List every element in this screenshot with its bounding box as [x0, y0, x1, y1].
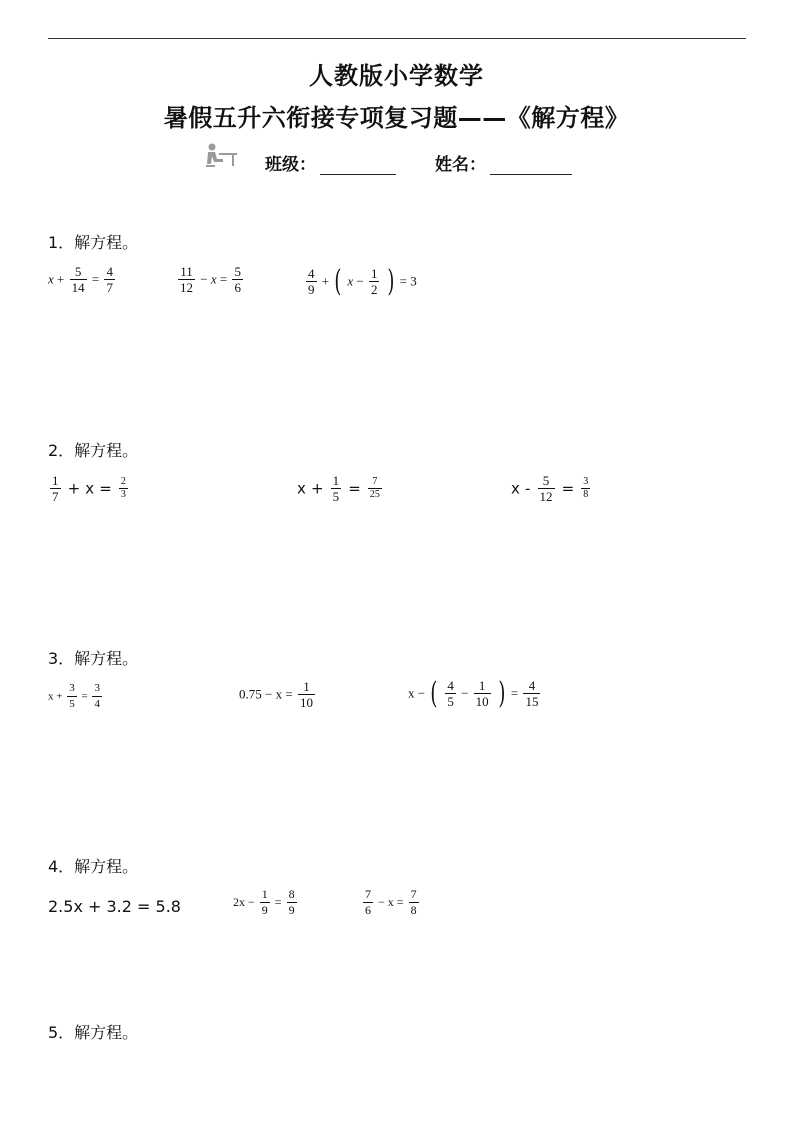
- fraction: [409, 887, 419, 918]
- right-paren: ): [387, 264, 395, 299]
- constant: 2x: [233, 895, 245, 909]
- numerator: 1: [370, 266, 378, 281]
- equals: =: [399, 273, 407, 289]
- equals: =: [81, 690, 88, 703]
- fraction: [306, 266, 317, 297]
- fraction: [368, 476, 382, 501]
- numerator: 3: [69, 682, 75, 694]
- page-title: 人教版小学数学: [309, 62, 484, 90]
- variable: x: [408, 685, 415, 701]
- numerator: 8: [288, 887, 295, 901]
- fraction: [67, 681, 77, 712]
- student-at-desk-icon: [203, 142, 241, 172]
- name-blank[interactable]: [490, 158, 572, 175]
- denominator: 3: [120, 489, 126, 500]
- numerator: 4: [447, 678, 454, 693]
- denominator: 9: [308, 282, 315, 297]
- class-blank[interactable]: [320, 158, 396, 175]
- numerator: 7: [372, 476, 378, 487]
- denominator: 6: [365, 903, 371, 917]
- fraction: [474, 678, 491, 709]
- fraction: [538, 473, 555, 504]
- variable: x: [275, 686, 283, 702]
- question-2-label: 2．解方程。: [48, 441, 139, 460]
- fraction: [104, 264, 115, 295]
- numerator: 1: [478, 678, 486, 693]
- operator: −: [356, 273, 364, 289]
- q2-equation-2: [297, 473, 384, 504]
- q2-equation-1: [48, 473, 130, 504]
- numerator: 1: [332, 473, 340, 488]
- denominator: 10: [475, 694, 489, 709]
- equals: =: [99, 479, 112, 498]
- numerator: 7: [410, 887, 417, 901]
- fraction: [331, 473, 342, 504]
- denominator: 12: [180, 280, 193, 295]
- numerator: 1: [52, 473, 59, 488]
- fraction: [50, 473, 61, 504]
- numerator: 5: [542, 473, 550, 488]
- numerator: 1: [303, 679, 310, 694]
- numerator: 5: [234, 264, 241, 279]
- q1-equation-2: [176, 264, 245, 295]
- page-subtitle: 暑假五升六衔接专项复习题——《解方程》: [163, 104, 630, 132]
- numerator: 4: [528, 678, 536, 693]
- numerator: 5: [74, 264, 82, 279]
- q1-equation-1: [48, 264, 117, 295]
- operator: +: [67, 479, 81, 498]
- operator: +: [310, 479, 324, 498]
- denominator: 7: [52, 489, 59, 504]
- numerator: 3: [94, 682, 100, 694]
- denominator: 25: [369, 489, 380, 500]
- denominator: 7: [106, 280, 113, 295]
- fraction: [363, 887, 373, 918]
- denominator: 5: [69, 698, 75, 710]
- q1-equation-3: [304, 264, 417, 299]
- question-1-label: 1．解方程。: [48, 233, 139, 252]
- operator: −: [248, 895, 255, 909]
- q4-equation-3: [361, 887, 421, 918]
- numerator: 4: [106, 264, 113, 279]
- q4-equation-2: [233, 887, 299, 918]
- denominator: 6: [234, 280, 241, 295]
- fraction: [92, 681, 102, 712]
- operator: +: [321, 273, 330, 289]
- denominator: 4: [94, 698, 100, 710]
- denominator: 2: [370, 282, 378, 297]
- name-field: [435, 150, 572, 175]
- fraction: [445, 678, 456, 709]
- numerator: 11: [180, 264, 193, 279]
- question-4-label: 4．解方程。: [48, 857, 139, 876]
- equation-text: 2.5x + 3.2 = 5.8: [48, 897, 181, 916]
- denominator: 8: [583, 489, 589, 500]
- result: 3: [410, 273, 417, 289]
- equals: =: [348, 479, 361, 498]
- numerator: 4: [308, 266, 315, 281]
- left-paren: (: [430, 676, 438, 711]
- equals: =: [396, 895, 404, 909]
- fraction: [260, 887, 270, 918]
- top-rule: [48, 38, 746, 39]
- denominator: 9: [288, 903, 295, 917]
- variable: x: [48, 271, 54, 287]
- fraction: [523, 678, 540, 709]
- equals: =: [219, 271, 228, 287]
- numerator: 1: [261, 887, 268, 901]
- variable: x: [48, 690, 54, 703]
- fraction: [178, 264, 195, 295]
- q3-equation-2: [239, 679, 317, 710]
- variable: x: [347, 273, 354, 289]
- fraction: [369, 266, 380, 297]
- denominator: 8: [410, 903, 417, 917]
- q2-equation-3: [511, 473, 592, 504]
- operator: +: [57, 271, 65, 287]
- fraction: [581, 476, 590, 501]
- equals: =: [274, 895, 282, 909]
- denominator: 9: [261, 903, 268, 917]
- operator: −: [265, 686, 273, 702]
- operator: +: [56, 690, 63, 703]
- variable: x: [210, 271, 217, 287]
- variable: x: [85, 479, 95, 498]
- variable: x: [297, 479, 306, 498]
- class-label: 班级：: [265, 155, 316, 175]
- question-3-label: 3．解方程。: [48, 649, 139, 668]
- equals: =: [510, 685, 519, 701]
- constant: 0.75: [239, 686, 262, 702]
- q3-equation-3: [408, 676, 542, 711]
- fraction: [70, 264, 87, 295]
- numerator: 7: [365, 887, 371, 901]
- q3-equation-1: [48, 681, 104, 712]
- student-info-row: [0, 146, 793, 176]
- denominator: 15: [525, 694, 539, 709]
- name-label: 姓名：: [435, 155, 486, 175]
- variable: x: [387, 895, 394, 909]
- operator: −: [461, 685, 469, 701]
- denominator: 5: [447, 694, 454, 709]
- variable: x: [511, 479, 520, 498]
- class-field: [265, 150, 396, 175]
- denominator: 12: [539, 489, 553, 504]
- operator: -: [524, 479, 531, 498]
- fraction: [119, 476, 128, 501]
- fraction: [232, 264, 243, 295]
- q4-equation-1: [48, 896, 181, 916]
- denominator: 14: [71, 280, 85, 295]
- equals: =: [561, 479, 575, 498]
- equals: =: [91, 271, 100, 287]
- operator: −: [417, 685, 426, 701]
- equals: =: [285, 686, 293, 702]
- numerator: 3: [583, 476, 589, 487]
- denominator: 5: [332, 489, 340, 504]
- fraction: [298, 679, 315, 710]
- fraction: [287, 887, 297, 918]
- operator: −: [378, 895, 385, 909]
- left-paren: (: [334, 264, 342, 299]
- right-paren: ): [498, 676, 506, 711]
- denominator: 10: [299, 695, 313, 710]
- operator: −: [200, 271, 208, 287]
- question-5-label: 5．解方程。: [48, 1023, 139, 1042]
- numerator: 2: [120, 476, 126, 487]
